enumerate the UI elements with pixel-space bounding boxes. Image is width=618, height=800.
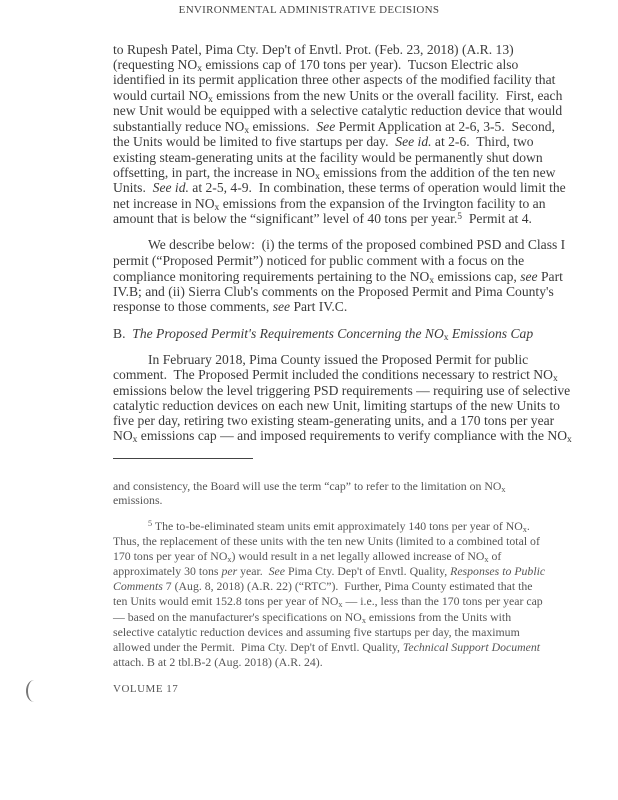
text-run: year. bbox=[237, 564, 269, 578]
footnote-line bbox=[113, 640, 541, 654]
text-run: See id. bbox=[395, 134, 432, 149]
text-line bbox=[113, 299, 497, 314]
text-run: and consistency, the Board will use the term “cap” to refer to the limitation on NO bbox=[113, 479, 502, 493]
text-run: Part IV.C. bbox=[290, 299, 348, 314]
text-line bbox=[148, 237, 566, 252]
text-run: B. bbox=[113, 326, 133, 341]
text-run: x bbox=[132, 435, 138, 445]
text-run: Permit at 4. bbox=[462, 211, 532, 226]
footnote-line bbox=[113, 579, 533, 593]
text-line bbox=[113, 253, 525, 268]
text-run: Comments bbox=[113, 579, 163, 593]
text-run: existing steam-generating units at the facility would be permanently shut down bbox=[113, 150, 543, 165]
text-run: x bbox=[227, 555, 232, 564]
text-run: 170 tons per year of NO bbox=[113, 549, 228, 563]
text-run: (requesting NO bbox=[113, 57, 198, 72]
text-run: emissions from the addition of the ten new bbox=[319, 165, 556, 180]
text-run: 7 (Aug. 8, 2018) (A.R. 22) (“RTC”). Further, Pima County estimated that the bbox=[162, 579, 533, 593]
running-header: ENVIRONMENTAL ADMINISTRATIVE DECISIONS bbox=[178, 4, 440, 16]
text-line bbox=[113, 413, 555, 428]
text-run: response to those comments, bbox=[113, 299, 273, 314]
footnote-line bbox=[113, 594, 543, 609]
text-line bbox=[113, 428, 572, 445]
footnote-line bbox=[148, 519, 530, 534]
text-run: approximately 30 tons bbox=[113, 564, 222, 578]
footnote-marker: 5 bbox=[148, 519, 153, 528]
text-run: see bbox=[520, 269, 538, 284]
text-run: emissions. bbox=[113, 493, 163, 507]
text-run: emissions from the Units with bbox=[365, 610, 512, 624]
text-run: emissions from the new Units or the overall facility. First, each bbox=[212, 88, 563, 103]
text-run: x bbox=[429, 276, 435, 286]
text-line bbox=[113, 119, 555, 136]
text-line bbox=[113, 180, 566, 195]
text-line bbox=[113, 57, 519, 74]
text-run: offsetting, in part, the increase in NO bbox=[113, 165, 316, 180]
text-run: Thus, the replacement of these units with the ten new Units (limited to a combined total of bbox=[113, 534, 540, 548]
text-line bbox=[113, 367, 558, 384]
footnote-marker: 5 bbox=[457, 212, 463, 222]
text-run: . bbox=[526, 519, 530, 533]
text-run: emissions cap, bbox=[434, 269, 521, 284]
text-run: x bbox=[443, 333, 449, 343]
text-line bbox=[113, 134, 534, 149]
text-run: selective catalytic reduction devices and assuming five startups per day, the maximum bbox=[113, 625, 520, 639]
text-run: would curtail NO bbox=[113, 88, 209, 103]
text-run: emissions. bbox=[249, 119, 317, 134]
text-run: permit (“Proposed Permit”) noticed for public comment with a focus on the bbox=[113, 253, 525, 268]
text-line bbox=[113, 88, 563, 105]
text-run: emissions cap of 170 tons per year). Tucson Electric also bbox=[201, 57, 519, 72]
footnote-line bbox=[113, 564, 546, 578]
text-run: We describe below: (i) the terms of the proposed combined PSD and Class I bbox=[148, 237, 566, 252]
text-run: attach. B at 2 tbl.B-2 (Aug. 2018) (A.R. 24). bbox=[113, 655, 323, 669]
text-run: the Units would be limited to five startups per day. bbox=[113, 134, 396, 149]
text-run: See bbox=[268, 564, 286, 578]
footnote-line bbox=[113, 493, 497, 507]
text-line bbox=[113, 42, 514, 57]
text-run: amount that is below the “significant” level of 40 tons per year. bbox=[113, 211, 458, 226]
text-run: per bbox=[221, 564, 238, 578]
volume-footer: VOLUME 17 bbox=[113, 683, 179, 695]
text-run: — i.e., less than the 170 tons per year cap bbox=[342, 594, 543, 608]
text-run: at 2-6. Third, two bbox=[431, 134, 534, 149]
text-line bbox=[113, 165, 556, 182]
text-run: In February 2018, Pima County issued the Proposed Permit for public bbox=[148, 352, 529, 367]
text-line bbox=[113, 284, 554, 299]
text-run: allowed under the Permit. Pima Cty. Dep't of Envtl. Quality, bbox=[113, 640, 403, 654]
text-run: Technical Support Document bbox=[402, 640, 541, 654]
text-line bbox=[148, 352, 529, 367]
text-run: Emissions Cap bbox=[448, 326, 534, 341]
text-run: ten Units would emit 152.8 tons per year of NO bbox=[113, 594, 339, 608]
text-line bbox=[113, 211, 532, 226]
text-run: comment. The Proposed Permit included the conditions necessary to restrict NO bbox=[113, 367, 553, 382]
text-run: identified in its permit application three other aspects of the modified facility that bbox=[113, 72, 556, 87]
text-run: Pima Cty. Dep't of Envtl. Quality, bbox=[285, 564, 451, 578]
footnote-line bbox=[113, 610, 512, 625]
text-line bbox=[113, 269, 563, 286]
footnote-line bbox=[113, 625, 520, 639]
text-line bbox=[113, 150, 543, 165]
text-line bbox=[113, 326, 534, 343]
text-run: of bbox=[488, 549, 502, 563]
text-run: Part bbox=[537, 269, 563, 284]
text-run: x bbox=[315, 172, 320, 182]
footnote-divider bbox=[113, 458, 253, 459]
text-run: ) would result in a net legally allowed increase of NO bbox=[231, 549, 485, 563]
text-run: compliance monitoring requirements pertaining to the NO bbox=[113, 269, 430, 284]
text-run: at 2-5, 4-9. In combination, these terms of operation would limit the bbox=[188, 180, 566, 195]
footnote-line bbox=[113, 534, 540, 548]
text-run: catalytic reduction devices on each new Unit, limiting startups of the new Units to bbox=[113, 398, 560, 413]
text-run: emissions cap — and imposed requirements to verify compliance with the NO bbox=[137, 428, 568, 443]
text-run: x bbox=[208, 95, 213, 105]
text-line bbox=[113, 383, 571, 398]
text-line bbox=[113, 103, 563, 118]
text-run: substantially reduce NO bbox=[113, 119, 245, 134]
text-run: to Rupesh Patel, Pima Cty. Dep't of Envtl. Prot. (Feb. 23, 2018) (A.R. 13) bbox=[113, 42, 514, 57]
page-curl-mark bbox=[26, 680, 42, 702]
text-run: x bbox=[484, 555, 489, 564]
text-line bbox=[113, 72, 556, 87]
footnote-line bbox=[113, 479, 506, 494]
text-run: Responses to Public bbox=[450, 564, 546, 578]
text-run: The to-be-eliminated steam units emit approximately 140 tons per year of NO bbox=[152, 519, 523, 533]
text-run: Permit Application at 2-6, 3-5. Second, bbox=[335, 119, 555, 134]
text-run: emissions below the level triggering PSD requirements — requiring use of selective bbox=[113, 383, 571, 398]
text-run: new Unit would be equipped with a selective catalytic reduction device that would bbox=[113, 103, 563, 118]
text-run: NO bbox=[113, 428, 133, 443]
text-run: net increase in NO bbox=[113, 196, 215, 211]
text-run: Units. bbox=[113, 180, 153, 195]
text-run: x bbox=[501, 485, 506, 494]
text-line bbox=[113, 398, 560, 413]
text-line bbox=[113, 196, 546, 213]
text-run: x bbox=[361, 616, 366, 625]
text-run: IV.B; and (ii) Sierra Club's comments on the Proposed Permit and Pima County's bbox=[113, 284, 554, 299]
text-run: x bbox=[214, 203, 220, 213]
text-run: x bbox=[552, 374, 558, 384]
text-run: x bbox=[338, 600, 343, 609]
text-run: x bbox=[197, 64, 202, 74]
footnote-line bbox=[113, 549, 502, 564]
footnote-line bbox=[113, 655, 497, 669]
text-run: x bbox=[244, 126, 250, 136]
text-run: x bbox=[567, 435, 572, 445]
text-run: See id. bbox=[152, 180, 189, 195]
text-run: emissions from the expansion of the Irvington facility to an bbox=[219, 196, 546, 211]
text-run: see bbox=[272, 299, 291, 314]
text-run: — based on the manufacturer's specifications on NO bbox=[113, 610, 362, 624]
text-run: See bbox=[316, 119, 336, 134]
text-run: The Proposed Permit's Requirements Concerning the NO bbox=[132, 326, 444, 341]
text-run: five per day, retiring two existing steam-generating units, and a 170 tons per year bbox=[113, 413, 555, 428]
text-run: x bbox=[522, 525, 527, 534]
